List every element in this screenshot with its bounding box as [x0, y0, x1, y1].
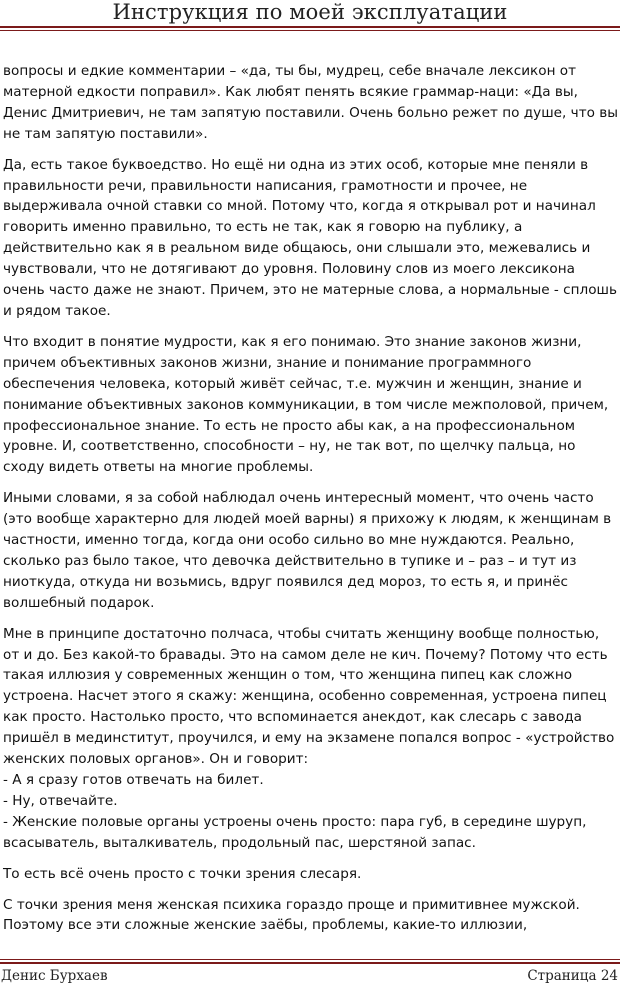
header-rule-thin	[0, 30, 620, 31]
page-body	[3, 61, 618, 946]
anecdote-block	[3, 624, 618, 854]
dialog-line-3: - Женские половые органы устроены очень просто: пара губ, в середине шуруп, всасыватель, выталкиватель, продольный пас, шерстяной запас.	[3, 813, 587, 851]
footer-author: Денис Бурхаев	[1, 968, 108, 984]
footer-rule-thin	[0, 959, 620, 960]
footer-page-number: Страница 24	[527, 968, 618, 984]
dialog-line-2: - Ну, отвечайте.	[3, 792, 118, 809]
header-title: Инструкция по моей эксплуатации	[112, 0, 508, 24]
paragraph-4: Иными словами, я за собой наблюдал очень интересный момент, что очень часто (это вообще характерно для людей моей варны) я прихожу к людям, к женщинам в частности, именно тогда, когда они особо сильно во мне нуждаются. Реально, сколько раз было такое, что девочка действительно в тупике и – раз – и тут из ниоткуда, откуда ни возьмись, вдруг появился дед мороз, то есть я, и принёс волшебный подарок.	[3, 490, 612, 611]
footer-rule-thick	[0, 962, 620, 964]
paragraph-3: Что входит в понятие мудрости, как я его понимаю. Это знание законов жизни, причем объективных законов жизни, знание и понимание программного обеспечения человека, который живёт сейчас, т.е. мужчин и женщин, знание и понимание объективных законов коммуникации, в том числе межполовой, причем, профессиональное знание. То есть не просто абы как, а на профессиональном уровне. И, соответственно, способности – ну, не так вот, по щелчку пальца, но сходу видеть ответы на многие проблемы.	[3, 333, 609, 476]
dialog-line-1: - А я сразу готов отвечать на билет.	[3, 772, 264, 788]
paragraph-7: С точки зрения меня женская психика гораздо проще и примитивнее мужской. Поэтому все эти сложные женские заёбы, проблемы, какие-то иллюзии,	[3, 896, 580, 934]
paragraph-5: Мне в принципе достаточно полчаса, чтобы считать женщину вообще полностью, от и до. Без какой-то бравады. Это на самом деле не кич. Почему? Потому что есть такая иллюзия у современных женщин о том, что женщина пипец как сложно устроена. Насчет этого я скажу: женщина, особенно современная, устроена пипец как просто. Настолько просто, что вспоминается анекдот, как слесарь с завода пришёл в мединститут, проучился, и ему на экзамене попался вопрос - «устройство женских половых органов». Он и говорит:	[3, 625, 615, 768]
header-rule-thick	[0, 26, 620, 28]
paragraph-6: То есть всё очень просто с точки зрения слесаря.	[3, 865, 362, 882]
paragraph-2: Да, есть такое буквоедство. Но ещё ни одна из этих особ, которые мне пеняли в правильности речи, правильности написания, грамотности и прочее, не выдерживала очной ставки со мной. Потому что, когда я открывал рот и начинал говорить именно правильно, то есть не так, как я говорю на публику, а действительно как я в реальном виде общаюсь, они слышали это, межевались и чувствовали, что не дотягивают до уровня. Половину слов из моего лексикона очень часто даже не знают. Причем, это не матерные слова, а нормальные - сплошь и рядом такое.	[3, 156, 617, 319]
paragraph-1: вопросы и едкие комментарии – «да, ты бы, мудрец, себе вначале лексикон от матерной едкости поправил». Как любят пенять всякие граммар-наци: «Да вы, Денис Дмитриевич, не там запятую поставили. Очень больно режет по душе, что вы не там запятую поставили».	[3, 63, 618, 142]
